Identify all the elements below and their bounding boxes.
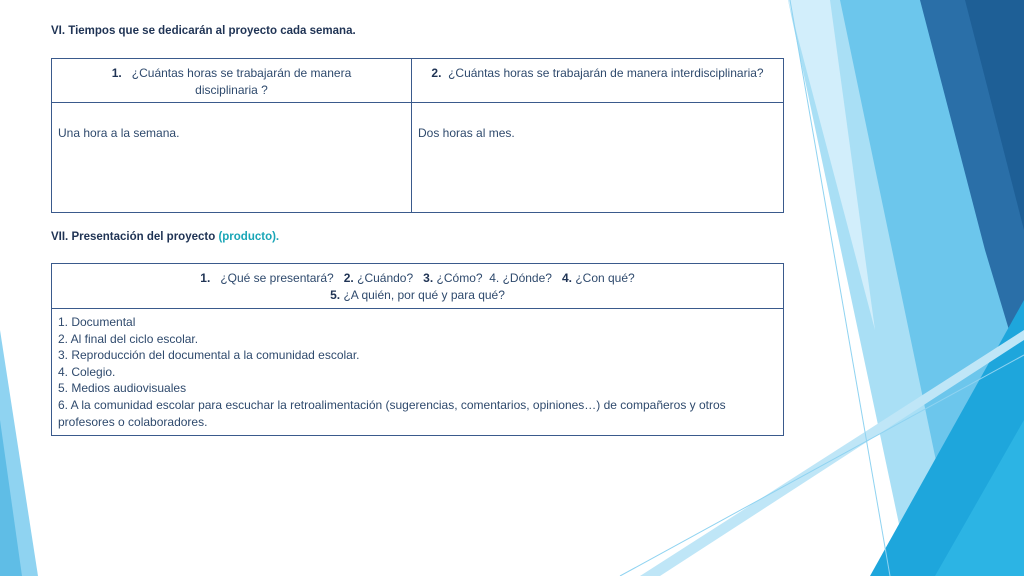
question-number: 2. (431, 66, 442, 80)
question-what: ¿Qué se presentará? (220, 271, 334, 285)
section-7-title-accent: (producto). (218, 231, 280, 243)
answer-item: 3. Reproducción del documental a la comunidad escolar. (58, 348, 360, 363)
question-where: ¿Dónde? (502, 271, 552, 285)
presentation-answers-cell (52, 309, 784, 436)
answer-item: 6. A la comunidad escolar para escuchar la retroalimentación (sugerencias, comentarios, opiniones…) de compañeros y otros profesores o colaboradores. (58, 397, 726, 429)
section-7-title-main: VII. Presentación del proyecto (51, 231, 219, 243)
answer-item: 2. Al final del ciclo escolar. (58, 331, 199, 346)
time-answer-2: Dos horas al mes. (418, 126, 515, 140)
presentation-questions-line-2 (52, 287, 783, 304)
time-table (51, 58, 784, 213)
question-number: 1. (200, 271, 211, 285)
time-answer-1-cell (52, 103, 412, 213)
time-answer-2-cell (412, 103, 784, 213)
question-how: ¿Cómo? (436, 271, 483, 285)
presentation-questions-line-1 (52, 270, 783, 287)
presentation-table (51, 263, 784, 436)
time-answer-1: Una hora a la semana. (58, 126, 180, 140)
time-question-1-cell (52, 59, 412, 103)
answer-item: 5. Medios audiovisuales (58, 381, 187, 396)
time-question-2-cell (412, 59, 784, 103)
answer-item: 4. Colegio. (58, 364, 116, 379)
section-7-title (51, 231, 279, 243)
question-number: 2. (343, 271, 354, 285)
presentation-questions-cell (52, 264, 784, 309)
question-with-what: ¿Con qué? (575, 271, 635, 285)
question-number: 4. (489, 271, 500, 285)
answer-item: 1. Documental (58, 315, 136, 329)
time-question-1: ¿Cuántas horas se trabajarán de manera disciplinaria ? (131, 66, 352, 97)
time-question-2: ¿Cuántas horas se trabajarán de manera interdisciplinaria? (448, 66, 764, 80)
question-to-whom: ¿A quién, por qué y para qué? (343, 288, 505, 302)
question-number: 4. (561, 271, 572, 285)
question-number: 5. (330, 288, 341, 302)
question-number: 3. (423, 271, 434, 285)
question-when: ¿Cuándo? (357, 271, 414, 285)
question-number: 1. (111, 66, 122, 80)
section-6-title: VI. Tiempos que se dedicarán al proyecto cada semana. (51, 25, 356, 37)
